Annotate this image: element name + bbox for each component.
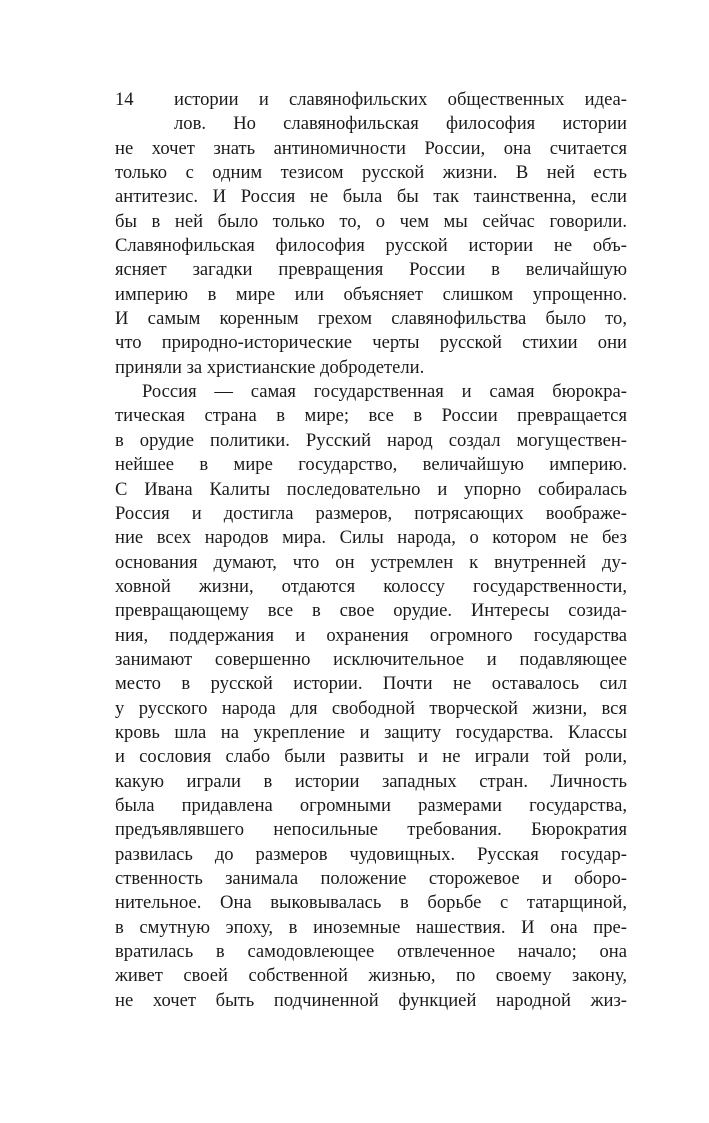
text-line: была придавлена огромными размерами государства, bbox=[115, 794, 627, 816]
text-line: империю в мире или объясняет слишком упрощенно. bbox=[115, 283, 627, 305]
text-line: ховной жизни, отдаются колоссу государственности, bbox=[115, 575, 627, 597]
text-line: не хочет знать антиномичности России, она считается bbox=[115, 137, 627, 159]
page-number: 14 bbox=[115, 89, 134, 110]
text-line: предъявлявшего непосильные требования. Бюрократия bbox=[115, 819, 627, 841]
text-line: лов. Но славянофильская философия истории bbox=[174, 113, 627, 135]
text-line: ние всех народов мира. Силы народа, о котором не без bbox=[115, 527, 627, 549]
text-line: место в русской истории. Почти не оставалось сил bbox=[115, 673, 627, 695]
text-line: ния, поддержания и охранения огромного государства bbox=[115, 624, 627, 646]
text-line: С Ивана Калиты последовательно и упорно собиралась bbox=[115, 478, 627, 500]
text-line: тическая страна в мире; все в России превращается bbox=[115, 405, 627, 427]
text-line: в орудие политики. Русский народ создал могуществен- bbox=[115, 429, 627, 451]
text-line: антитезис. И Россия не была бы так таинственна, если bbox=[115, 186, 627, 208]
text-line: у русского народа для свободной творческой жизни, вся bbox=[115, 697, 627, 719]
text-line: Славянофильская философия русской истории не объ- bbox=[115, 235, 627, 257]
text-line: в смутную эпоху, в иноземные нашествия. И она пре- bbox=[115, 916, 627, 938]
text-line: превращающему все в свое орудие. Интересы созида- bbox=[115, 600, 627, 622]
text-line: занимают совершенно исключительное и подавляющее bbox=[115, 648, 627, 670]
text-line: основания думают, что он устремлен к внутренней ду- bbox=[115, 551, 627, 573]
text-line: живет своей собственной жизнью, по своему закону, bbox=[115, 965, 627, 987]
text-line: приняли за христианские добродетели. bbox=[115, 356, 425, 378]
text-line: нейшее в мире государство, величайшую империю. bbox=[115, 454, 627, 476]
text-line: нительное. Она выковывалась в борьбе с татарщиной, bbox=[115, 892, 627, 914]
text-line: и сословия слабо были развиты и не играли той роли, bbox=[115, 746, 627, 768]
text-line: развилась до размеров чудовищных. Русская государ- bbox=[115, 843, 627, 865]
paragraph-start-line: Россия — самая государственная и самая бюрокра- bbox=[142, 381, 627, 403]
text-line-header bbox=[115, 88, 627, 112]
page-body bbox=[115, 88, 627, 1013]
text-line: истории и славянофильских общественных идеа- bbox=[174, 89, 627, 110]
text-line: ясняет загадки превращения России в величайшую bbox=[115, 259, 627, 281]
text-line: Россия и достигла размеров, потрясающих воображе- bbox=[115, 502, 627, 524]
text-line: что природно-исторические черты русской стихии они bbox=[115, 332, 627, 354]
text-line: кровь шла на укрепление и защиту государства. Классы bbox=[115, 721, 627, 743]
text-line: только с одним тезисом русской жизни. В ней есть bbox=[115, 162, 627, 184]
text-line: И самым коренным грехом славянофильства было то, bbox=[115, 308, 627, 330]
text-line: не хочет быть подчиненной функцией народной жиз- bbox=[115, 989, 627, 1011]
text-line: ственность занимала положение сторожевое и оборо- bbox=[115, 868, 627, 889]
text-line: бы в ней было только то, о чем мы сейчас говорили. bbox=[115, 210, 627, 232]
text-line: какую играли в истории западных стран. Личность bbox=[115, 770, 627, 792]
text-line: вратилась в самодовлеющее отвлеченное начало; она bbox=[115, 941, 627, 963]
